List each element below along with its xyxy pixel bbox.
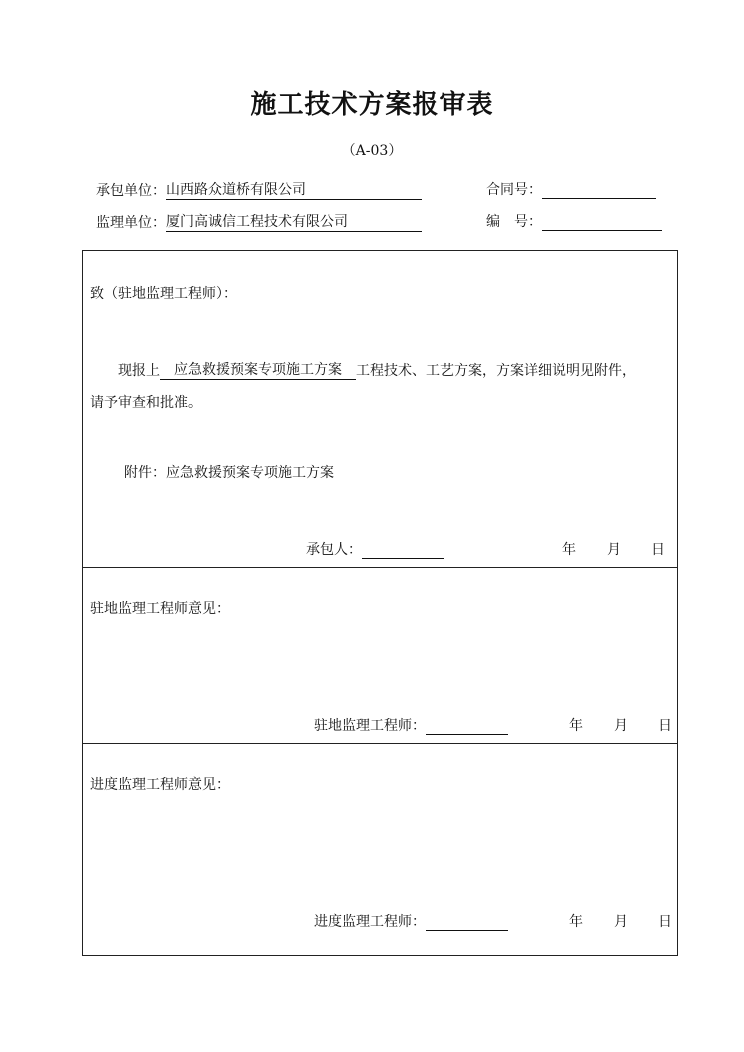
contractor-sign-row [306,539,444,559]
section2-month: 月 [614,718,628,734]
supervisor-label: 监理单位： [96,215,166,231]
resident-engineer-sign-field[interactable] [426,718,508,735]
progress-engineer-opinion-heading: 进度监理工程师意见： [90,777,230,793]
resident-engineer-sign-label: 驻地监理工程师： [314,718,426,734]
contractor-sign-label: 承包人： [306,542,362,558]
supervisor-field[interactable] [166,211,422,232]
contractor-label: 承包单位： [96,183,166,199]
resident-engineer-opinion-heading: 驻地监理工程师意见： [90,601,230,617]
serial-row [486,211,662,231]
progress-engineer-sign-label: 进度监理工程师： [314,914,426,930]
table-divider-2 [82,743,678,744]
serial-label: 编 号： [486,214,542,230]
submission-line-2: 请予审查和批准。 [90,395,202,411]
contract-no-row [486,179,656,199]
submission-prefix: 现报上 [118,363,160,379]
contractor-row [96,179,422,200]
progress-engineer-sign-field[interactable] [426,914,508,931]
submission-line-1 [118,359,636,380]
addressee: 致（驻地监理工程师）： [90,286,237,302]
table-divider-1 [82,567,678,568]
contractor-value: 山西路众道桥有限公司 [166,182,306,198]
section3-year: 年 [569,914,583,930]
section1-day: 日 [651,542,665,558]
contract-no-label: 合同号： [486,182,542,198]
section1-month: 月 [607,542,621,558]
resident-engineer-sign-row [314,715,508,735]
contract-no-field[interactable] [542,182,656,199]
contractor-field[interactable] [166,179,422,200]
serial-field[interactable] [542,214,662,231]
plan-name-field[interactable] [160,359,356,380]
page-title: 施工技术方案报审表 [250,90,494,120]
attachment-line: 附件：应急救援预案专项施工方案 [124,465,334,481]
submission-suffix: 工程技术、工艺方案，方案详细说明见附件， [356,363,636,379]
contractor-sign-field[interactable] [362,542,444,559]
form-code: （A-03） [341,143,403,159]
section2-year: 年 [569,718,583,734]
section3-day: 日 [658,914,672,930]
supervisor-value: 厦门高诚信工程技术有限公司 [166,214,348,230]
section2-day: 日 [658,718,672,734]
plan-name: 应急救援预案专项施工方案 [174,362,342,378]
progress-engineer-sign-row [314,911,508,931]
supervisor-row [96,211,422,232]
section3-month: 月 [614,914,628,930]
section1-year: 年 [562,542,576,558]
